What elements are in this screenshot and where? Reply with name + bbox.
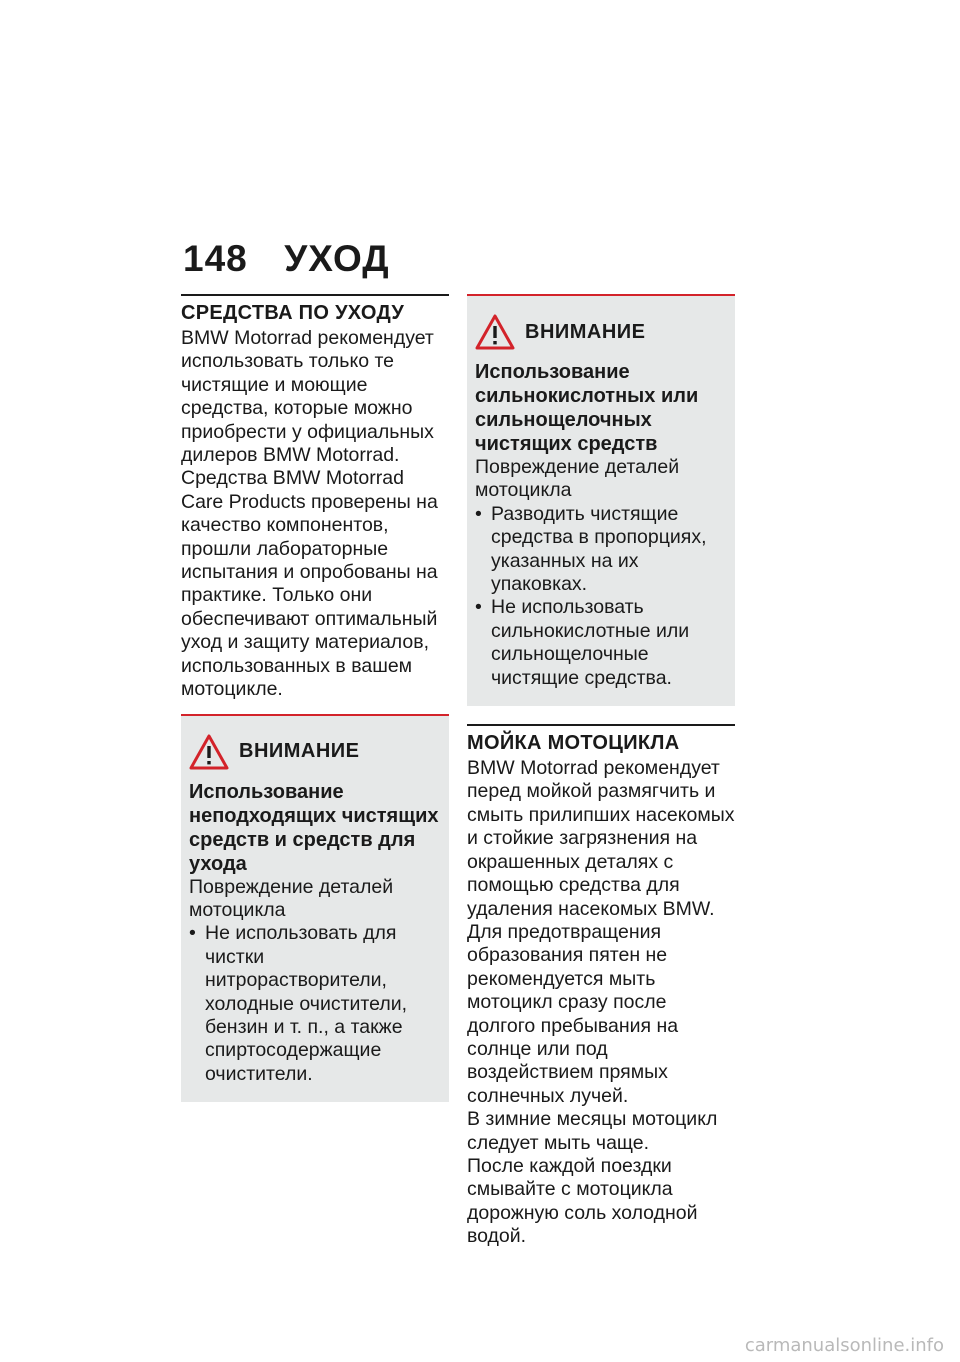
page-number: 148 bbox=[183, 238, 248, 279]
warning-bullet: • Не использовать для чистки нитрорастворители, холодные очистители, бензин и т. п., а также спиртосодержащие очистители. bbox=[189, 922, 408, 1085]
warning-triangle-icon bbox=[189, 734, 229, 770]
care-products-paragraph: BMW Motorrad рекомендует использовать только те чистящие и моющие средства, которые можно приобрести у официальных дилеров BMW Motorrad. Средства BMW Motorrad Care Products проверены на качество компонентов, прошли лабораторные испытания и опробованы на практике. Только они обеспечивают оптимальный уход и защиту материалов, использованных в вашем мотоцикле. bbox=[181, 327, 438, 701]
warning-subtitle: Использование неподходящих чистящих средств и средств для ухода bbox=[189, 780, 439, 875]
warning-header bbox=[475, 314, 727, 350]
washing-paragraph: Для предотвращения образования пятен не рекомендуется мыть мотоцикл сразу после долгого пребывания на солнце или под воздействием прямых солнечных лучей. bbox=[467, 920, 679, 1107]
warning-bullet: • Разводить чистящие средства в пропорциях, указанных на их упаковках. bbox=[475, 502, 707, 596]
warning-title: ВНИМАНИЕ bbox=[525, 320, 646, 343]
watermark-logo: carmanualsonline.info bbox=[744, 1335, 944, 1356]
warning-bullet: • Не использовать сильнокислотные или сильнощелочные чистящие средства. bbox=[475, 596, 690, 689]
warning-title: ВНИМАНИЕ bbox=[239, 740, 360, 762]
left-column bbox=[181, 294, 449, 1102]
warning-header bbox=[189, 734, 441, 770]
warning-box-acidic-cleaners bbox=[467, 294, 735, 706]
warning-consequence: Повреждение деталей мотоцикла bbox=[475, 456, 680, 502]
right-column bbox=[467, 294, 735, 1249]
section-title-washing: МОЙКА МОТОЦИКЛА bbox=[467, 724, 735, 755]
washing-paragraph: После каждой поездки смывайте с мотоцикла дорожную соль холодной водой. bbox=[467, 1154, 698, 1248]
washing-paragraph: BMW Motorrad рекомендует перед мойкой размягчить и смыть прилипших насекомых и стойкие загрязнения на окрашенных деталях с помощью средства для удаления насекомых BMW. bbox=[467, 757, 735, 920]
section-title-care-products: СРЕДСТВА ПО УХОДУ bbox=[181, 294, 449, 325]
warning-subtitle: Использование сильнокислотных или сильнощелочных чистящих средств bbox=[475, 361, 699, 455]
warning-box-unsuitable-cleaners bbox=[181, 714, 449, 1103]
chapter-title: УХОД bbox=[284, 238, 390, 279]
washing-paragraph: В зимние месяцы мотоцикл следует мыть чаще. bbox=[467, 1108, 718, 1154]
page-header bbox=[183, 238, 390, 280]
warning-bullet-list bbox=[189, 922, 441, 1086]
warning-triangle-icon bbox=[475, 314, 515, 350]
warning-bullet-list bbox=[475, 503, 727, 690]
warning-consequence: Повреждение деталей мотоцикла bbox=[189, 875, 394, 921]
